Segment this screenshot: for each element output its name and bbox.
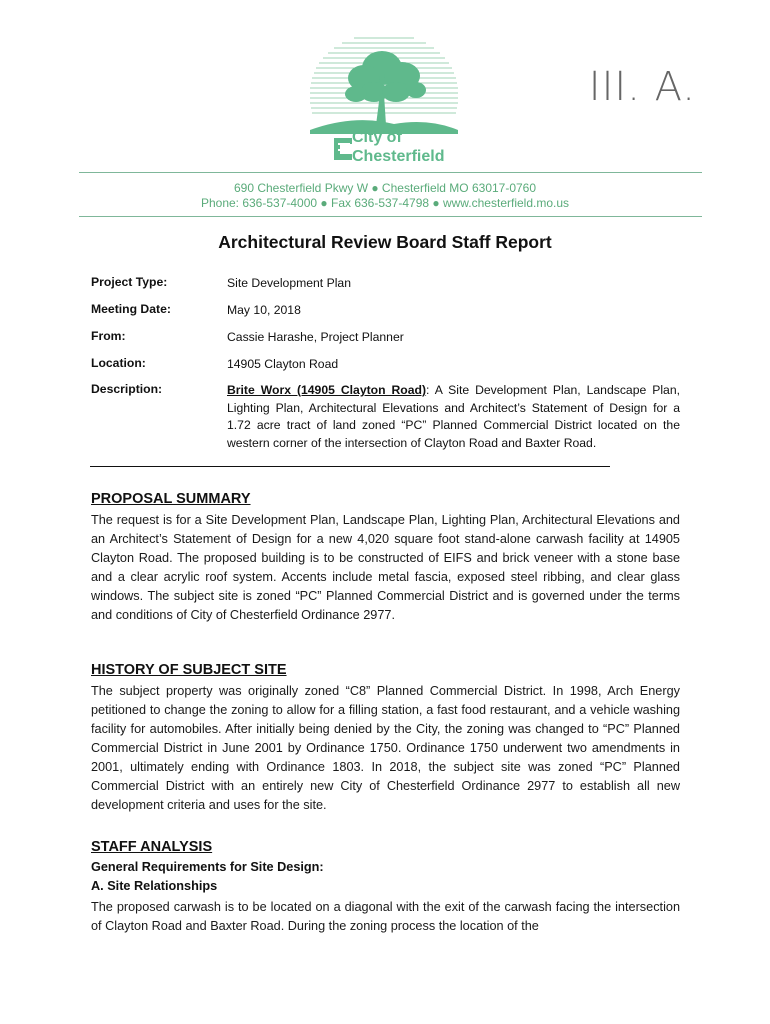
site-relationships-text: The proposed carwash is to be located on a diagonal with the exit of the carwash facing the intersection of Clayton Road and Baxter Road. During the zoning process the location of the	[91, 900, 680, 933]
staff-analysis-heading: STAFF ANALYSIS	[91, 839, 213, 855]
logo-text-line2: Chesterfield	[352, 148, 445, 165]
meta-value: May 10, 2018	[227, 303, 301, 317]
header-divider-top	[79, 172, 702, 173]
header-divider-bottom	[79, 216, 702, 217]
meta-label: Meeting Date:	[91, 302, 171, 316]
meta-value: Site Development Plan	[227, 276, 351, 290]
meta-value: Cassie Harashe, Project Planner	[227, 330, 404, 344]
header-section-rule	[90, 466, 610, 467]
proposal-summary-heading: PROPOSAL SUMMARY	[91, 491, 251, 507]
general-requirements-subheading: General Requirements for Site Design:	[91, 860, 324, 874]
report-title: Architectural Review Board Staff Report	[218, 232, 552, 252]
meta-label: From:	[91, 329, 126, 343]
meta-value: 14905 Clayton Road	[227, 357, 339, 371]
meta-label: Project Type:	[91, 275, 168, 289]
site-relationships-subheading: A. Site Relationships	[91, 879, 218, 893]
section-mark: III. A.	[588, 64, 696, 110]
history-heading: HISTORY OF SUBJECT SITE	[91, 662, 287, 678]
contact-address: 690 Chesterfield Pkwy W ● Chesterfield MO 63017-0760	[233, 181, 537, 195]
meta-label: Location:	[91, 356, 146, 370]
description-text: : A Site Development Plan, Landscape Plan, Lighting Plan, Architectural Elevations and Architect’s Statement of Design for a 1.72 acre tract of land zoned “PC” Planned Commercial District located on the western corner of the intersection of Clayton Road and Baxter Road.	[227, 383, 680, 450]
history-text: The subject property was originally zoned “C8” Planned Commercial District. In 1998, Arch Energy petitioned to change the zoning to allow for a filling station, a fast food restaurant, and a vehicle washing facility for automobiles. After initially being denied by the City, the zoning was changed to “PC” Planned Commercial District in June 2001 by Ordinance 1750. Ordinance 1750 underwent two amendments in 2001, ultimately ending with Ordinance 1803. In 2018, the subject site was zoned “PC” Planned Commercial District with an entirely new City of Chesterfield Ordinance 2977 to establish all new development criteria and uses for the site.	[91, 684, 680, 812]
contact-phone-fax-web: Phone: 636-537-4000 ● Fax 636-537-4798 ● www.chesterfield.mo.us	[200, 196, 570, 210]
proposal-summary-text: The request is for a Site Development Plan, Landscape Plan, Lighting Plan, Architectural Elevations and an Architect’s Statement of Design for a new 4,020 square foot stand-alone carwash facility at 14905 Clayton Road. The proposed building is to be constructed of EIFS and brick veneer with a stone base and a clear acrylic roof system. Accents include metal fascia, exposed steel ribbing, and clear glass windows. The subject site is zoned “PC” Planned Commercial District and is governed under the terms and conditions of City of Chesterfield Ordinance 2977.	[91, 513, 680, 622]
logo-text-line1: City of	[352, 129, 402, 146]
meta-label: Description:	[91, 382, 163, 396]
description-lead: Brite Worx (14905 Clayton Road)	[227, 383, 427, 397]
description-value	[227, 382, 680, 452]
